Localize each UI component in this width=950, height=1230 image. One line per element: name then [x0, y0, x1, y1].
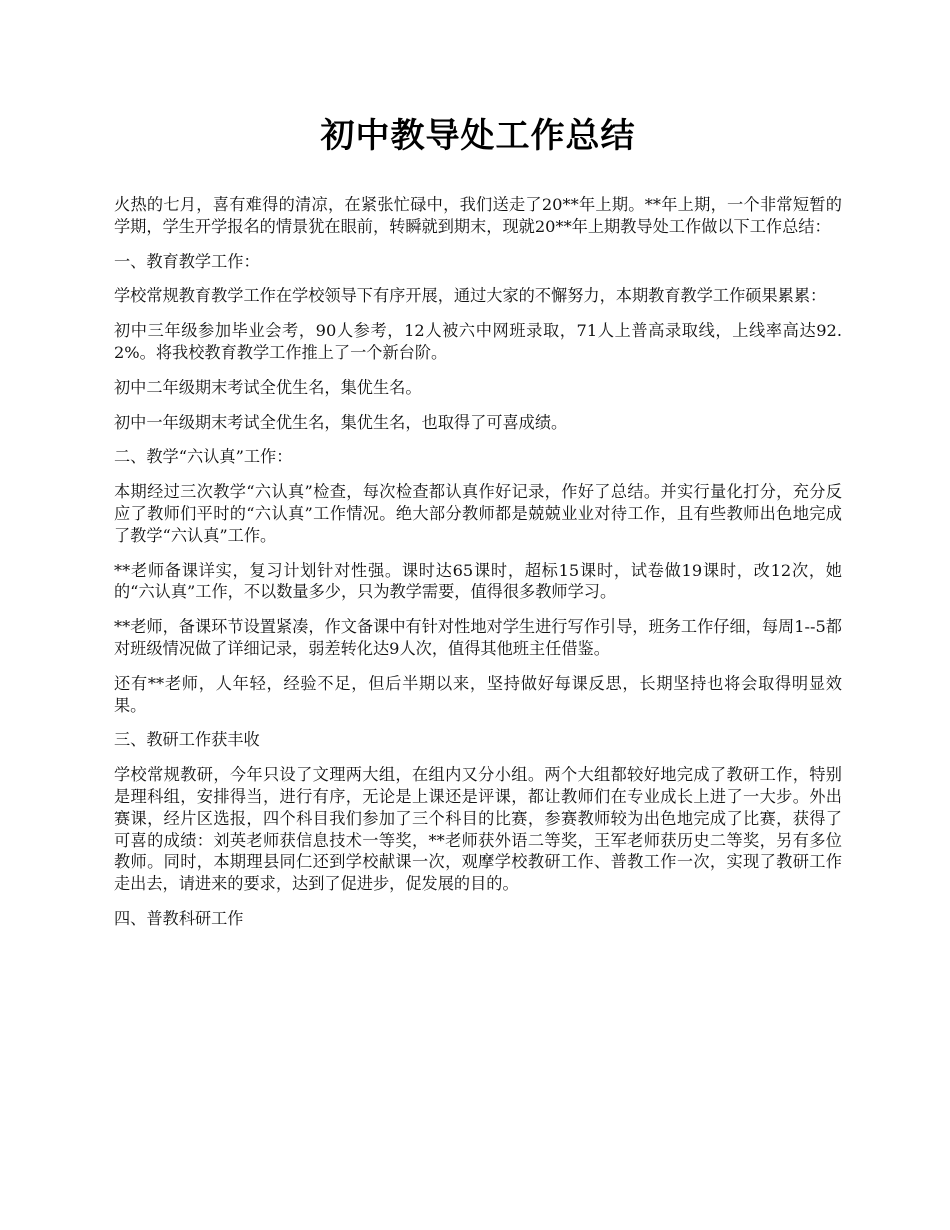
- section-heading-general-research: 四、普教科研工作: [114, 908, 244, 928]
- paragraph-teacher-one: **老师备课详实，复习计划针对性强。课时达65课时，超标15课时，试卷做19课时，改12次，她的“六认真”工作，不以数量多少，只为教学需要，值得很多教师学习。: [114, 560, 842, 602]
- paragraph-research: 学校常规教研，今年只设了文理两大组，在组内又分小组。两个大组都较好地完成了教研工作，特别是理科组，安排得当，进行有序，无论是上课还是评课，都让教师们在专业成长上进了一大步。外出赛课，经片区选报，四个科目我们参加了三个科目的比赛，参赛教师较为出色地完成了比赛，获得了可喜的成绩：刘英老师获信息技术一等奖，**老师获外语二等奖，王军老师获历史二等奖，另有多位教师。同时，本期理县同仁还到学校献课一次，观摩学校教研工作、普教工作一次，实现了教研工作走出去，请进来的要求，达到了促进步，促发展的目的。: [114, 765, 842, 894]
- paragraph-teaching-summary: 学校常规教育教学工作在学校领导下有序开展，通过大家的不懈努力，本期教育教学工作硕果累累：: [114, 286, 827, 306]
- paragraph-grade-one: 初中一年级期末考试全优生名，集优生名，也取得了可喜成绩。: [114, 412, 568, 432]
- document-title: 初中教导处工作总结: [320, 116, 636, 156]
- paragraph-grade-three: 初中三年级参加毕业会考，90人参考，12人被六中网班录取，71人上普高录取线，上线率高达92.2%。将我校教育教学工作推上了一个新台阶。: [114, 321, 842, 362]
- paragraph-intro: 火热的七月，喜有难得的清凉，在紧张忙碌中，我们送走了20**年上期。**年上期，一个非常短暂的学期，学生开学报名的情景犹在眼前，转瞬就到期末，现就20**年上期教导处工作做以下工作总结：: [114, 195, 842, 236]
- paragraph-grade-two: 初中二年级期末考试全优生名，集优生名。: [114, 377, 422, 397]
- paragraph-six-earnest-check: 本期经过三次教学“六认真”检查，每次检查都认真作好记录，作好了总结。并实行量化打分，充分反应了教师们平时的“六认真”工作情况。绝大部分教师都是兢兢业业对待工作，且有些教师出色地完成了教学“六认真”工作。: [114, 482, 842, 545]
- section-heading-research: 三、教研工作获丰收: [114, 730, 260, 750]
- section-heading-teaching: 一、教育教学工作：: [114, 251, 260, 271]
- paragraph-teacher-three: 还有**老师，人年轻，经验不足，但后半期以来，坚持做好每课反思，长期坚持也将会取得明显效果。: [114, 673, 842, 715]
- paragraph-teacher-two: **老师，备课环节设置紧凑，作文备课中有针对性地对学生进行写作引导，班务工作仔细，每周1--5都对班级情况做了详细记录，弱差转化达9人次，值得其他班主任借鉴。: [114, 617, 842, 658]
- section-heading-six-earnest: 二、教学“六认真”工作：: [114, 447, 293, 467]
